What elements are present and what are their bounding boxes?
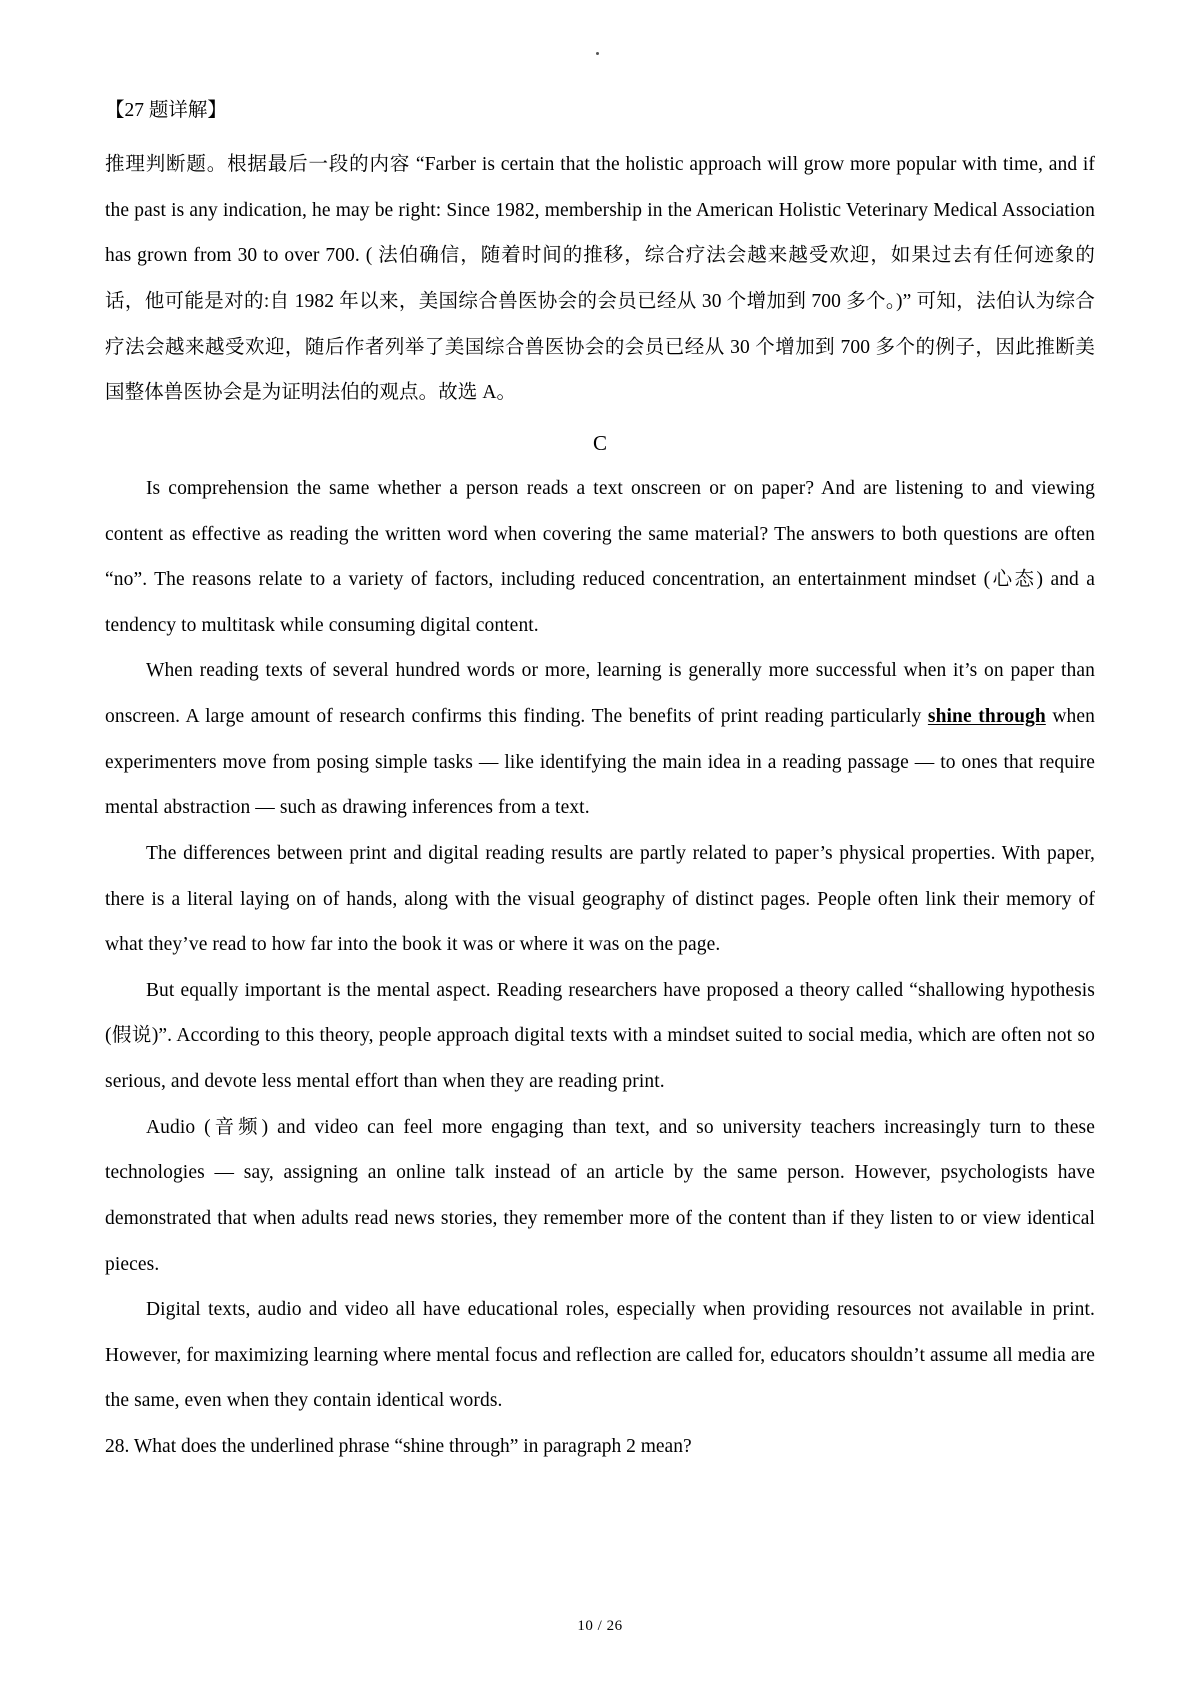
- passage-paragraph-4: But equally important is the mental aspect. Reading researchers have proposed a theory called “shallowing hypothesis (假说)”. According to this theory, people approach digital texts with a mindset suited to social media, which are often not so serious, and devote less mental effort than when they are reading print.: [105, 979, 1095, 1093]
- highlighted-phrase: shine through: [927, 706, 1046, 728]
- explanation-heading: 【27 题详解】: [105, 100, 227, 121]
- passage-paragraph-2: [105, 648, 1095, 831]
- passage-paragraph-5: Audio (音频) and video can feel more engaging than text, and so university teachers increasingly turn to these technologies — say, assigning an online talk instead of an article by the same person. However, psychologists have demonstrated that when adults read news stories, they remember more of the content than if they listen to or view identical pieces.: [105, 1116, 1095, 1275]
- passage-paragraph-2-part2: when experimenters move from posing simple tasks — like identifying the main idea in a reading passage — to ones that require mental abstraction — such as drawing inferences from a text.: [105, 706, 1095, 819]
- page-number: 10 / 26: [577, 1618, 623, 1634]
- passage-paragraph-6: Digital texts, audio and video all have educational roles, especially when providing resources not available in print. However, for maximizing learning where mental focus and reflection are called for, educators shouldn’t assume all media are the same, even when they contain identical words.: [105, 1299, 1095, 1412]
- passage-paragraph-3: The differences between print and digital reading results are partly related to paper’s physical properties. With paper, there is a literal laying on of hands, along with the visual geography of distinct pages. People often link their memory of what they’ve read to how far into the book it was or where it was on the page.: [105, 842, 1095, 956]
- passage-paragraph-1: Is comprehension the same whether a person reads a text onscreen or on paper? And are listening to and viewing content as effective as reading the written word when covering the same material? The answers to both questions are often “no”. The reasons relate to a variety of factors, including reduced concentration, an entertainment mindset (心态) and a tendency to multitask while consuming digital content.: [105, 477, 1095, 636]
- question-28: 28. What does the underlined phrase “shine through” in paragraph 2 mean?: [105, 1436, 692, 1458]
- section-letter: C: [592, 430, 607, 455]
- page-top-dot: [596, 52, 599, 55]
- explanation-body: 推理判断题。根据最后一段的内容 “Farber is certain that the holistic approach will grow more popular with time, and if the past is any indication, he may be right: Since 1982, membership in the American Holistic Veterinary Medical Association has grown from 30 to over 700. ( 法伯确信，随着时间的推移，综合疗法会越来越受欢迎，如果过去有任何迹象的话，他可能是对的:自 1982 年以来，美国综合兽医协会的会员已经从 30 个增加到 700 多个。)” 可知，法伯认为综合疗法会越来越受欢迎，随后作者列举了美国综合兽医协会的会员已经从 30 个增加到 700 多个的例子，因此推断美国整体兽医协会是为证明法伯的观点。故选 A。: [105, 154, 1095, 404]
- passage-paragraph-2-part1: When reading texts of several hundred words or more, learning is generally more successful when it’s on paper than onscreen. A large amount of research confirms this finding. The benefits of print reading particularly: [105, 660, 1095, 728]
